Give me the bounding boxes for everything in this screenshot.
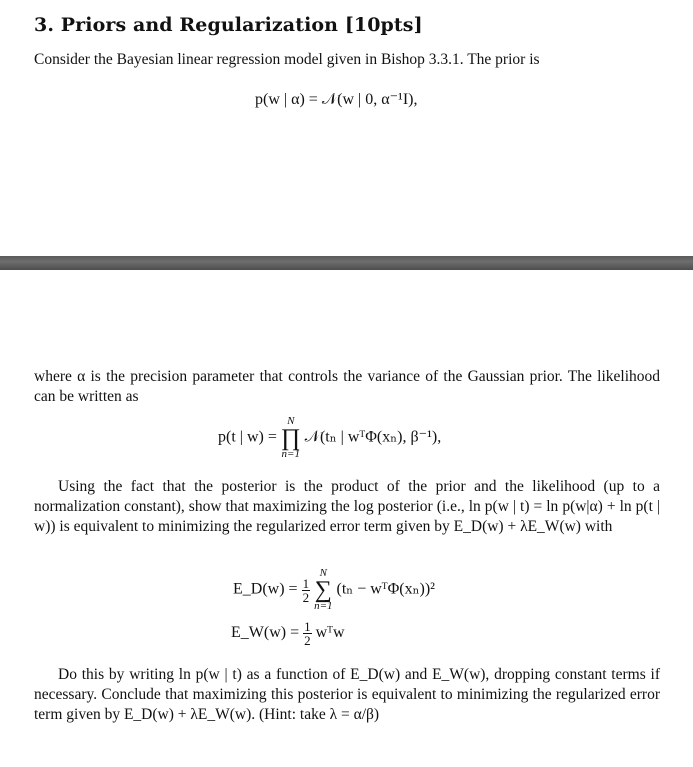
likelihood-equation <box>218 416 441 460</box>
ew-fraction-denominator: 2 <box>304 633 311 648</box>
section-title: 3. Priors and Regularization [10pts] <box>34 14 423 36</box>
sum-upper-limit: N <box>319 567 327 579</box>
likelihood-rhs: 𝒩(tₙ | wᵀΦ(xₙ), β⁻¹), <box>304 428 442 446</box>
ed-fraction-numerator: 1 <box>302 575 310 591</box>
final-paragraph: Do this by writing ln p(w | t) as a function of E_D(w) and E_W(w), dropping constant terms if necessary. Conclude that maximizing this posterior is equivalent to minimizing the regularized error term given by E_D(w) + λE_W(w). (Hint: take λ = α/β) <box>34 666 660 723</box>
sum-lower-limit: n=1 <box>314 600 333 612</box>
product-upper-limit: N <box>287 415 295 427</box>
sum-symbol: ∑ <box>314 577 332 603</box>
page-top <box>0 0 693 256</box>
ed-fraction-denominator: 2 <box>302 589 310 605</box>
intro-text: Consider the Bayesian linear regression model given in Bishop 3.3.1. The prior is <box>34 51 540 68</box>
ew-fraction-numerator: 1 <box>304 619 311 634</box>
ed-rhs: (tₙ − wᵀΦ(xₙ))² <box>336 580 435 598</box>
ew-lhs: E_W(w) = <box>231 624 300 642</box>
sum-operator <box>314 568 332 612</box>
product-lower-limit: n=1 <box>281 448 300 460</box>
ed-fraction <box>302 577 311 604</box>
page-divider <box>0 256 693 270</box>
ed-lhs: E_D(w) = <box>233 580 298 598</box>
posterior-paragraph: Using the fact that the posterior is the product of the prior and the likelihood (up to a normalization constant), show that maximizing the log posterior (i.e., ln p(w | t) = ln p(w|α) + ln p(t | w)) is equivalent to minimizing the regularized error term given by E_D(w) + λE_W(w) with <box>34 478 660 535</box>
ew-fraction <box>303 620 312 647</box>
prior-equation: p(w | α) = 𝒩(w | 0, α⁻¹I), <box>255 91 418 108</box>
ed-equation <box>233 568 435 612</box>
product-symbol: ∏ <box>280 425 301 451</box>
ew-rhs: wᵀw <box>315 624 345 642</box>
alpha-paragraph: where α is the precision parameter that controls the variance of the Gaussian prior. The likelihood can be written as <box>34 368 660 405</box>
product-operator <box>281 416 301 460</box>
likelihood-lhs: p(t | w) = <box>218 428 277 446</box>
ew-equation <box>231 620 345 647</box>
page-bottom <box>0 270 693 767</box>
